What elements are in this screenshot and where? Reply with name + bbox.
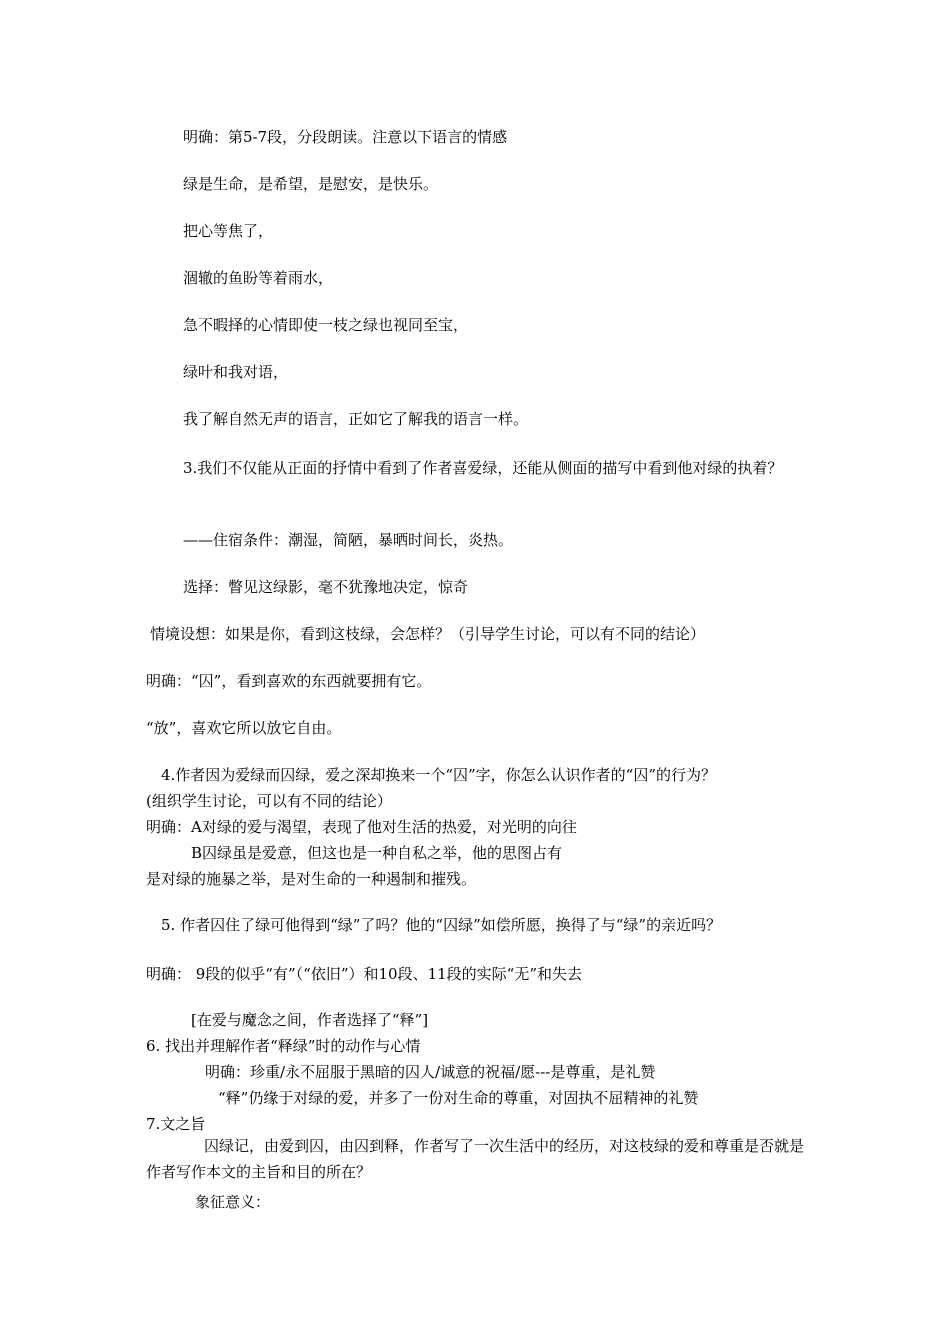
clarify-line: B囚绿虽是爱意，但这也是一种自私之举，他的思图占有 <box>191 844 563 862</box>
clarify-line: 明确：A对绿的爱与渴望，表现了他对生活的热爱，对光明的向往 <box>146 818 577 836</box>
clarify-line: 明确：珍重/永不屈服于黑暗的囚人/诚意的祝福/愿---是尊重，是礼赞 <box>205 1063 656 1081</box>
quote-line: 急不暇择的心情即使一枝之绿也视同至宝， <box>183 316 469 334</box>
clarify-line: “放”，喜欢它所以放它自由。 <box>146 719 342 737</box>
symbolic-meaning-label: 象征意义： <box>195 1193 271 1211</box>
quote-line: 我了解自然无声的语言，正如它了解我的语言一样。 <box>183 410 529 428</box>
clarify-line: 是对绿的施暴之举，是对生命的一种遏制和摧残。 <box>146 870 477 888</box>
main-idea-paragraph: 囚绿记，由爱到囚，由囚到释，作者写了一次生活中的经历，对这枝绿的爱和尊重是否就是作者写作本文的主旨和目的所在？ <box>146 1137 805 1181</box>
question-5: 5. 作者囚住了绿可他得到“绿”了吗？他的“囚绿”如偿所愿，换得了与“绿”的亲近吗？ <box>161 916 722 934</box>
question-6: 6. 找出并理解作者“释绿”时的动作与心情 <box>146 1037 421 1055</box>
question-3: 3.我们不仅能从正面的抒情中看到了作者喜爱绿，还能从侧面的描写中看到他对绿的执着？ <box>183 459 783 477</box>
quote-line: 涸辙的鱼盼等着雨水， <box>183 269 334 287</box>
question-4-note: (组织学生讨论，可以有不同的结论） <box>146 792 392 810</box>
paragraph-clarify-5-7: 明确：第5-7段，分段朗读。注意以下语言的情感 <box>183 128 508 146</box>
answer-line: 选择：瞥见这绿影，毫不犹豫地决定，惊奇 <box>183 578 469 596</box>
clarify-line: 明确：“囚”，看到喜欢的东西就要拥有它。 <box>146 672 432 690</box>
quote-line: 把心等焦了， <box>183 222 274 240</box>
quote-line: 绿叶和我对语， <box>183 363 289 381</box>
scenario-prompt: 情境设想：如果是你，看到这枝绿，会怎样？（引导学生讨论，可以有不同的结论） <box>150 625 706 643</box>
clarify-line: 明确： 9段的似乎“有”（“依旧”）和10段、11段的实际“无”和失去 <box>146 965 582 983</box>
clarify-line: “释”仍缘于对绿的爱，并多了一份对生命的尊重，对固执不屈精神的礼赞 <box>218 1089 699 1107</box>
section-note: [在爱与魔念之间，作者选择了“释”] <box>191 1011 429 1029</box>
section-heading: 7.文之旨 <box>146 1115 206 1133</box>
answer-line: ——住宿条件：潮湿，简陋，暴晒时间长，炎热。 <box>183 531 514 549</box>
question-4: 4.作者因为爱绿而囚绿，爱之深却换来一个“囚”字，你怎么认识作者的“囚”的行为？ <box>161 766 716 784</box>
quote-line: 绿是生命，是希望，是慰安，是快乐。 <box>183 175 439 193</box>
